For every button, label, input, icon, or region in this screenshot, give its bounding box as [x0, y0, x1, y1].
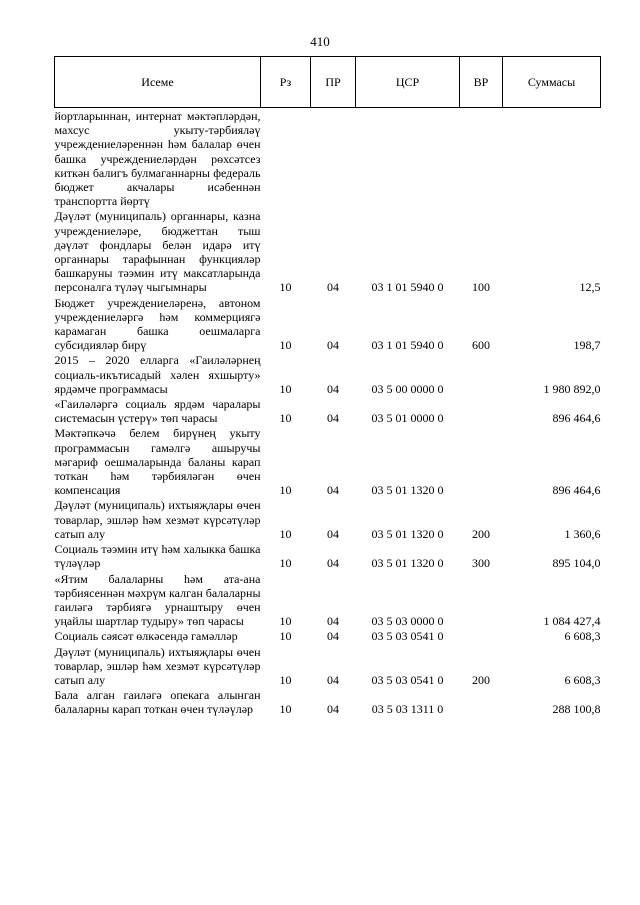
- row-rz: 10: [279, 381, 292, 396]
- column-header-name: Исеме: [55, 57, 261, 108]
- row-name: Социаль тәэмин итү һәм халыкка башка түләүләр: [54, 542, 261, 571]
- row-csr: 03 5 01 0000 0: [371, 411, 444, 426]
- row-sum: 198,7: [573, 338, 601, 353]
- table-row: [55, 628, 601, 643]
- row-sum: 895 104,0: [552, 556, 601, 571]
- row-pr: 04: [327, 483, 339, 498]
- row-vr: [460, 571, 503, 629]
- row-pr: 04: [327, 672, 339, 687]
- column-header-csr: ЦСР: [356, 57, 460, 108]
- row-rz: 10: [279, 526, 292, 541]
- row-pr: 04: [327, 526, 339, 541]
- row-vr: 600: [472, 338, 490, 353]
- row-sum: 6 608,3: [564, 672, 601, 687]
- row-rz: 10: [279, 629, 292, 644]
- row-name: Бала алган гаиләгә опекага алынган балаларны карап тоткан өчен түләүләр: [54, 688, 261, 717]
- row-name: Мәктәпкәчә белем бирүнең укыту программасын гамәлгә ашыручы мәгариф оешмаларында баланы карап тоткан һәм тәрбияләгән өчен компенсация: [54, 426, 261, 498]
- table-row: [55, 425, 601, 497]
- row-pr: 04: [327, 280, 339, 295]
- row-sum: 6 608,3: [564, 629, 601, 644]
- row-rz: 10: [279, 556, 292, 571]
- row-vr: 100: [472, 280, 490, 295]
- row-vr: [460, 687, 503, 716]
- row-pr: 04: [327, 614, 339, 629]
- row-sum: 896 464,6: [552, 483, 601, 498]
- row-vr: [460, 108, 503, 209]
- row-csr: 03 1 01 5940 0: [371, 280, 444, 295]
- row-csr: 03 1 01 5940 0: [371, 338, 444, 353]
- row-name: Дәүләт (муниципаль) ихтыяҗлары өчен товарлар, эшләр һәм хезмәт күрсәтүләр сатып алу: [54, 498, 261, 541]
- row-vr: [460, 396, 503, 425]
- page-number: 410: [310, 34, 330, 49]
- row-vr: [460, 352, 503, 396]
- row-pr: 04: [327, 381, 339, 396]
- row-sum: 1 360,6: [564, 526, 601, 541]
- row-rz: 10: [279, 672, 292, 687]
- row-rz: 10: [279, 280, 292, 295]
- row-sum: 12,5: [579, 280, 601, 295]
- row-csr: 03 5 03 0000 0: [371, 614, 444, 629]
- row-vr: 300: [472, 556, 490, 571]
- row-rz: 10: [279, 702, 292, 717]
- row-csr: 03 5 01 1320 0: [371, 556, 444, 571]
- row-vr: [460, 628, 503, 643]
- row-sum: 1 980 892,0: [543, 381, 601, 396]
- row-vr: 200: [472, 526, 490, 541]
- row-rz: [261, 108, 311, 209]
- row-name: «Гаиләләргә социаль ярдәм чаралары системасын үстерү» төп чарасы: [54, 397, 261, 426]
- table-row: [55, 352, 601, 396]
- row-csr: 03 5 03 0541 0: [371, 672, 444, 687]
- row-rz: 10: [279, 614, 292, 629]
- table-row: [55, 396, 601, 425]
- row-sum: 288 100,8: [552, 702, 601, 717]
- column-header-rz: Рз: [261, 57, 311, 108]
- row-vr: 200: [472, 672, 490, 687]
- table-row: [55, 687, 601, 716]
- row-csr: 03 5 01 1320 0: [371, 526, 444, 541]
- column-header-pr: ПР: [311, 57, 356, 108]
- table-row: [55, 541, 601, 570]
- table-body: [55, 108, 601, 717]
- row-csr: 03 5 03 0541 0: [371, 629, 444, 644]
- row-name: Бюджет учреждениеләренә, автоном учреждениеләргә һәм коммерциягә карамаган башка оешмаларга субсидияләр бирү: [54, 295, 261, 353]
- table-row: [55, 644, 601, 688]
- row-name: Дәүләт (муниципаль) органнары, казна учреждениеләре, бюджеттан тыш дәүләт фондлары белән идарә итү органнары тарафыннан функцияләр башкаруны тәэмин итү максатларында персоналга түләү чыгымнары: [54, 209, 261, 295]
- row-csr: 03 5 01 1320 0: [371, 483, 444, 498]
- row-pr: 04: [327, 338, 339, 353]
- table-row: [55, 208, 601, 294]
- table-header: [55, 57, 601, 108]
- table-row: [55, 497, 601, 541]
- row-name: 2015 – 2020 елларга «Гаиләләрнең социаль-икътисадый хәлен яхшырту» ярдәмче программасы: [54, 353, 261, 396]
- row-csr: [356, 108, 460, 209]
- row-name: Социаль сәясәт өлкәсендә гамәлләр: [54, 629, 238, 644]
- table-row: [55, 571, 601, 629]
- row-name: Дәүләт (муниципаль) ихтыяҗлары өчен товарлар, эшләр һәм хезмәт күрсәтүләр сатып алу: [54, 644, 261, 687]
- row-pr: 04: [327, 556, 339, 571]
- column-header-vr: ВР: [460, 57, 503, 108]
- row-pr: [311, 108, 356, 209]
- row-sum: [503, 108, 601, 209]
- row-csr: 03 5 00 0000 0: [371, 381, 444, 396]
- row-csr: 03 5 03 1311 0: [371, 702, 444, 717]
- table-row: [55, 295, 601, 353]
- row-rz: 10: [279, 338, 292, 353]
- row-sum: 1 084 427,4: [543, 614, 601, 629]
- table-row: [55, 108, 601, 209]
- budget-table: [54, 56, 601, 717]
- row-vr: [460, 425, 503, 497]
- row-rz: 10: [279, 411, 292, 426]
- row-pr: 04: [327, 702, 339, 717]
- row-pr: 04: [327, 629, 339, 644]
- row-name: йортларыннан, интернат мәктәпләрдән, махсус укыту-тәрбияләү учреждениеләреннән һәм балалар өчен башка учреждениеләрдән рөхсәтсез киткән балигъ булмаганнарны федераль бюджет акчалары исәбеннән транспортта йөртү: [54, 109, 261, 209]
- column-header-sum: Суммасы: [503, 57, 601, 108]
- row-pr: 04: [327, 411, 339, 426]
- row-sum: 896 464,6: [552, 411, 601, 426]
- row-name: «Ятим балаларны һәм ата-ана тәрбиясеннән мәхрүм калган балаларны гаиләгә тәрбиягә урнаштыру өчен уңайлы шартлар тудыру» төп чарасы: [54, 571, 261, 629]
- row-rz: 10: [279, 483, 292, 498]
